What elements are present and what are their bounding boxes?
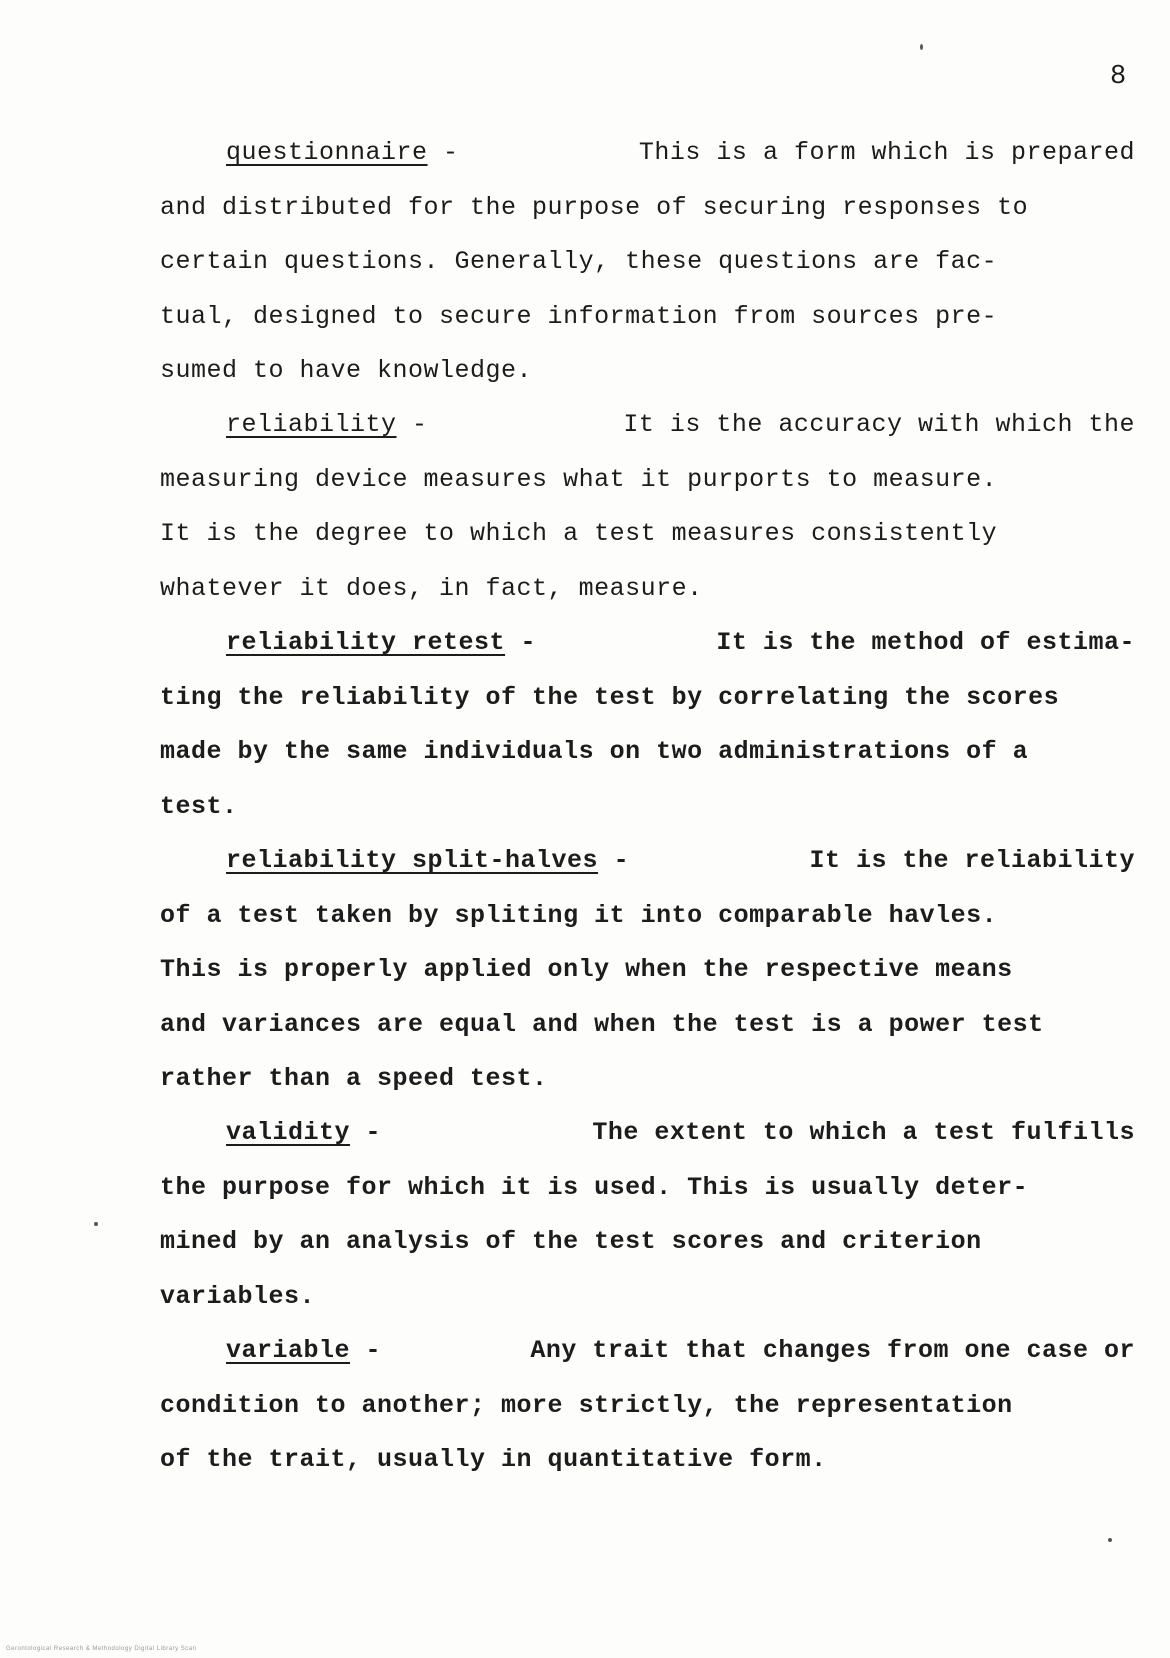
definition-line: This is properly applied only when the respective means bbox=[160, 955, 1013, 984]
definition-line: and variances are equal and when the test is a power test bbox=[160, 1009, 1044, 1039]
term-validity: validity bbox=[226, 1118, 351, 1147]
definition-validity: validity - The extent to which a test fulfills the purpose for which it is used. This is usually deter- mined by an analysis of the test scores and criterion variables. bbox=[160, 1106, 1135, 1324]
definition-line: mined by an analysis of the test scores and criterion bbox=[160, 1227, 982, 1256]
definition-reliability-retest: reliability retest - It is the method of estima- ting the reliability of the test by correlating the scores made by the same individuals on two administrations of a test. bbox=[160, 616, 1135, 834]
definition-line: sumed to have knowledge. bbox=[160, 356, 533, 385]
term-reliability: reliability bbox=[226, 410, 397, 439]
definition-reliability-split-halves: reliability split-halves - It is the reliability of a test taken by spliting it into comparable havles. This is properly applied only when the respective means and variances are equal and when the test is a power test rather than a speed test. bbox=[160, 834, 1135, 1107]
page-number: 8 bbox=[1110, 62, 1127, 92]
term-questionnaire: questionnaire bbox=[226, 138, 428, 167]
definition-line: of a test taken by spliting it into comparable havles. bbox=[160, 900, 998, 930]
definition-line: test. bbox=[160, 791, 238, 821]
definition-line: It is the accuracy with which the bbox=[623, 410, 1135, 439]
term-reliability-retest: reliability retest bbox=[226, 628, 506, 657]
definition-line: tual, designed to secure information from sources pre- bbox=[160, 301, 998, 331]
definition-line: and distributed for the purpose of securing responses to bbox=[160, 192, 1029, 222]
definition-line: condition to another; more strictly, the representation bbox=[160, 1390, 1013, 1420]
definition-line: The extent to which a test fulfills bbox=[592, 1118, 1135, 1147]
definition-line: Any trait that changes from one case or bbox=[530, 1336, 1135, 1365]
definition-line: variables. bbox=[160, 1281, 316, 1311]
definition-line: It is the degree to which a test measures consistently bbox=[160, 519, 998, 548]
term-reliability-split-halves: reliability split-halves bbox=[226, 846, 599, 875]
definition-line: This is a form which is prepared bbox=[638, 138, 1135, 167]
scan-speck bbox=[920, 44, 923, 50]
definition-line: ting the reliability of the test by correlating the scores bbox=[160, 682, 1060, 712]
scan-speck bbox=[94, 1222, 98, 1226]
scan-footer: Gerontological Research & Methodology Digital Library Scan bbox=[6, 1646, 197, 1652]
term-variable: variable bbox=[226, 1336, 351, 1365]
definition-reliability: reliability - It is the accuracy with which the measuring device measures what it purports to measure. It is the degree to which a test measures consistently whatever it does, in fact, measure. bbox=[160, 398, 1135, 616]
definition-line: It is the reliability bbox=[809, 846, 1135, 875]
definition-line: certain questions. Generally, these questions are fac- bbox=[160, 247, 998, 276]
definition-line: made by the same individuals on two administrations of a bbox=[160, 737, 1029, 766]
definition-line: the purpose for which it is used. This is usually deter- bbox=[160, 1172, 1029, 1202]
definition-variable: variable - Any trait that changes from one case or condition to another; more strictly, the representation of the trait, usually in quantitative form. bbox=[160, 1324, 1135, 1488]
definition-line: measuring device measures what it purports to measure. bbox=[160, 464, 998, 494]
definition-line: whatever it does, in fact, measure. bbox=[160, 573, 703, 603]
scan-speck bbox=[1108, 1538, 1112, 1542]
definition-line: It is the method of estima- bbox=[716, 628, 1135, 657]
definition-line: rather than a speed test. bbox=[160, 1064, 548, 1093]
definition-questionnaire: questionnaire - This is a form which is prepared and distributed for the purpose of securing responses to certain questions. Generally, these questions are fac- tual, designed to secure information from sources pre- sumed to have knowledge. bbox=[160, 126, 1135, 399]
definition-line: of the trait, usually in quantitative form. bbox=[160, 1445, 827, 1474]
